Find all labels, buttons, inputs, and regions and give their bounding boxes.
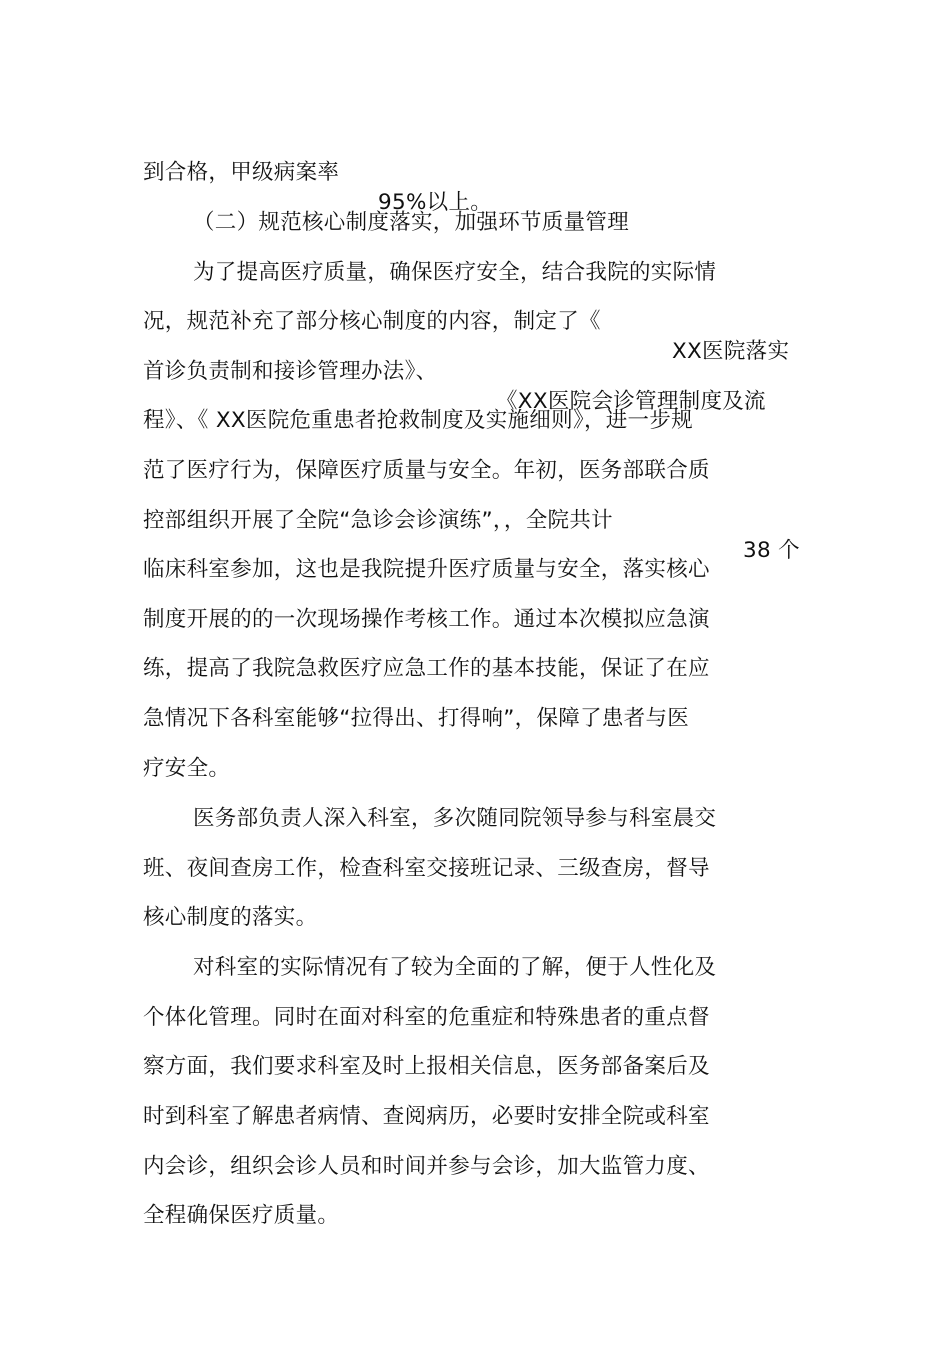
text-line [0,824,710,881]
text-segment: 况，规范补充了部分核心制度的内容，制定了《 [143,309,601,334]
text-segment: XX医院落实 [672,339,790,364]
text-line [0,128,493,215]
text-line [0,1072,710,1129]
text-segment: 练，提高了我院急救医疗应急工作的基本技能，保证了在应 [143,656,710,681]
text-segment: 个体化管理。同时在面对科室的危重症和特殊患者的重点督 [143,1005,710,1030]
text-segment: 内会诊，组织会诊人员和时间并参与会诊，加大监管力度、 [143,1154,710,1179]
text-segment: 急情况下各科室能够“拉得出、打得响”，保障了患者与医 [143,706,690,731]
text-line [0,873,318,930]
text-line [0,724,231,781]
text-segment: 95%以上。 [378,190,493,215]
text-segment: 制度开展的的一次现场操作考核工作。通过本次模拟应急演 [143,607,710,632]
text-line [0,1022,710,1079]
text-line [0,575,710,632]
text-segment: 程》、《 XX医院危重患者抢救制度及实施细则》，进一步规 [143,408,693,433]
text-segment: 核心制度的落实。 [143,905,318,930]
text-line [0,923,717,980]
text-segment: 时到科室了解患者病情、查阅病历，必要时安排全院或科室 [143,1104,710,1129]
text-segment: 疗安全。 [143,756,231,781]
text-segment: 对科室的实际情况有了较为全面的了解，便于人性化及 [193,955,717,980]
text-segment: 为了提高医疗质量，确保医疗安全，结合我院的实际情 [193,260,717,285]
text-line [0,973,710,1030]
text-line [0,624,710,681]
text-segment: 班、夜间查房工作，检查科室交接班记录、三级查房，督导 [143,856,710,881]
text-segment: 《XX医院会诊管理制度及流 [496,389,766,414]
text-line [0,1122,710,1179]
text-segment: 首诊负责制和接诊管理办法》、 [143,359,438,384]
text-segment: 控部组织开展了全院“急诊会诊演练”，，全院共计 [143,508,613,533]
text-line [0,674,690,731]
text-line [0,426,710,483]
text-segment: 全程确保医疗质量。 [143,1203,340,1228]
text-line [0,525,710,582]
text-line [0,1171,340,1228]
text-segment: 范了医疗行为，保障医疗质量与安全。年初，医务部联合质 [143,458,710,483]
text-line [0,277,790,364]
text-segment: （二）规范核心制度落实，加强环节质量管理 [193,210,630,235]
text-segment: 医务部负责人深入科室，多次随同院领导参与科室晨交 [193,806,717,831]
text-line [0,228,717,285]
text-line [0,476,800,563]
text-segment: 察方面，我们要求科室及时上报相关信息，医务部备案后及 [143,1054,710,1079]
text-segment: 38 个 [743,538,800,563]
text-line [0,774,717,831]
text-segment: 到合格，甲级病案率 [143,160,340,185]
text-segment: 临床科室参加，这也是我院提升医疗质量与安全，落实核心 [143,557,710,582]
